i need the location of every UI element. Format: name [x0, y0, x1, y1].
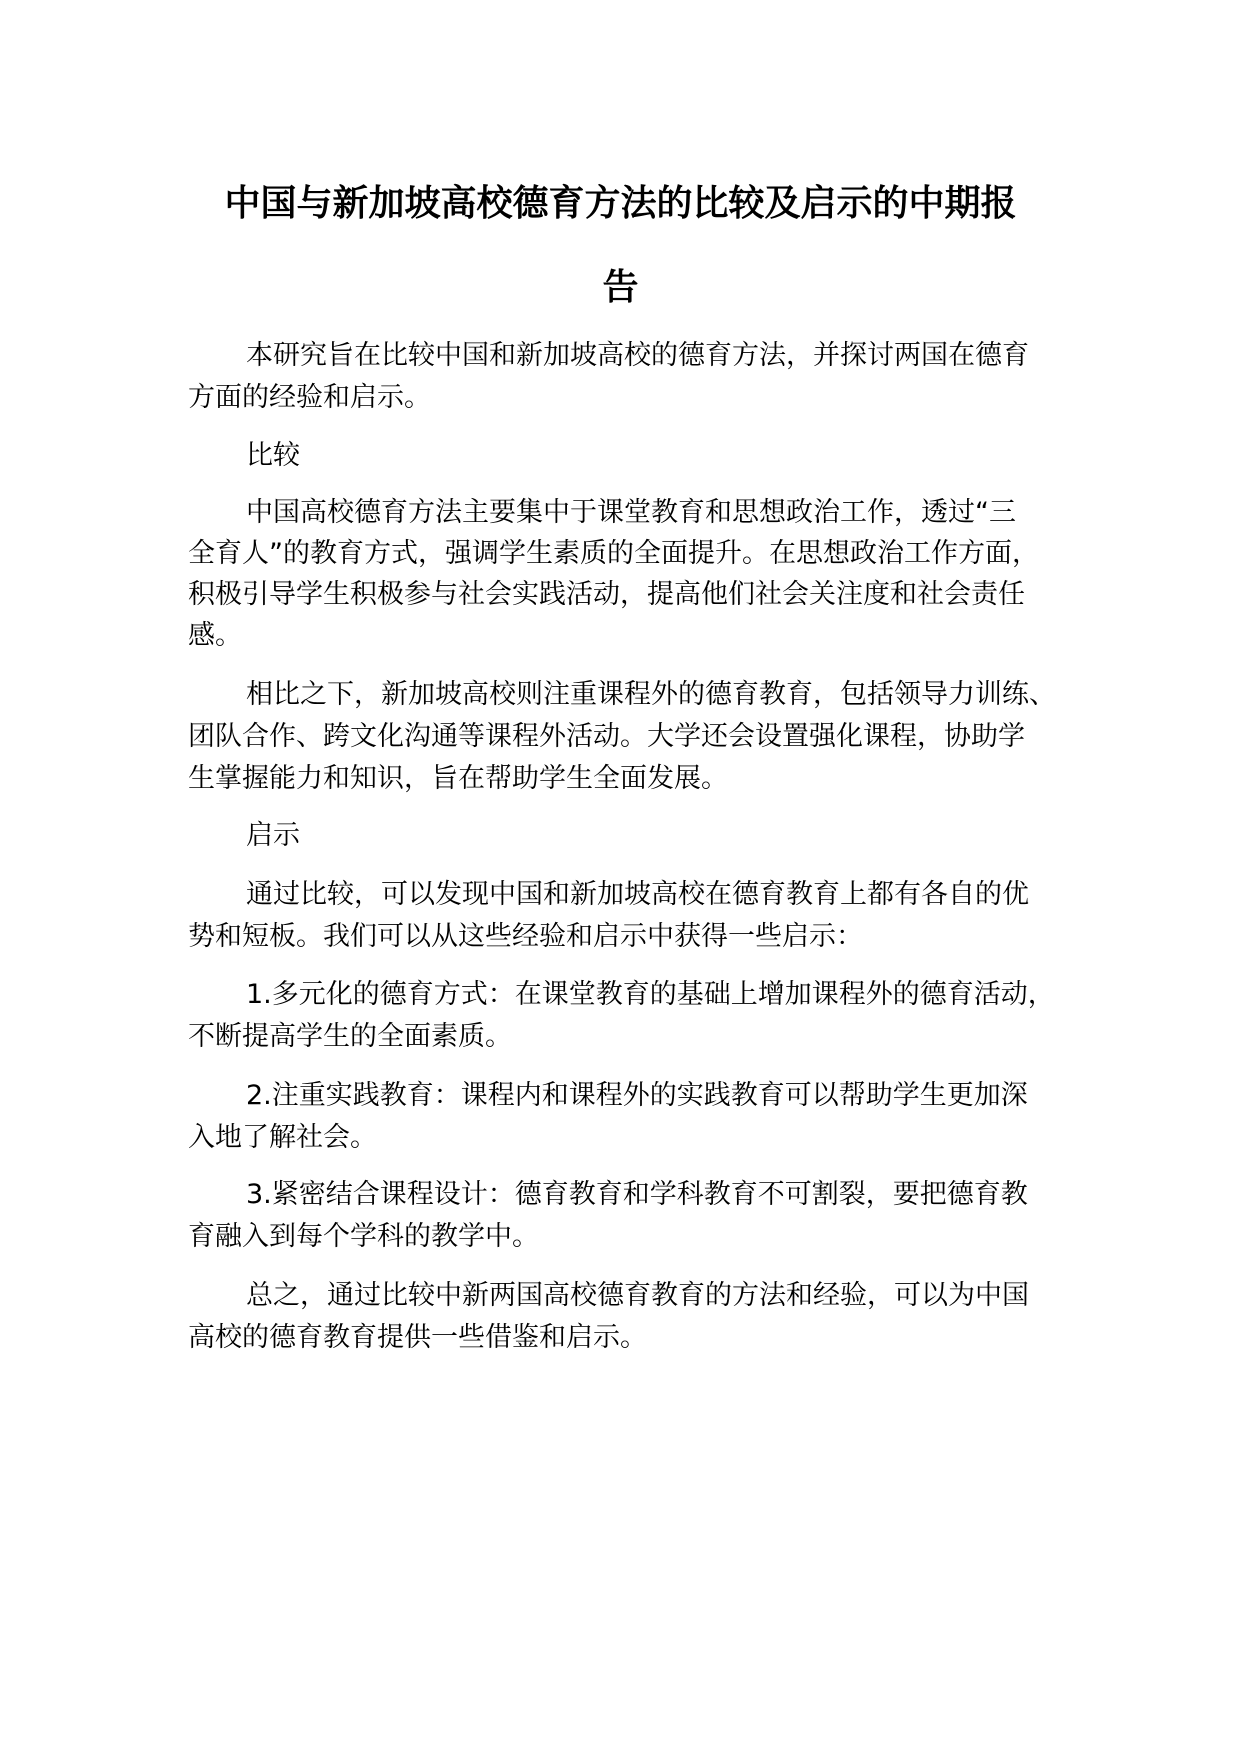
paragraph-line: 积极引导学生积极参与社会实践活动，提高他们社会关注度和社会责任 — [188, 579, 1025, 610]
paragraph-line: 高校的德育教育提供一些借鉴和启示。 — [188, 1322, 647, 1353]
heading-line: 启示 — [246, 820, 300, 851]
paragraph-line: 1.多元化的德育方式：在课堂教育的基础上增加课程外的德育活动， — [246, 979, 1055, 1010]
paragraph-line: 方面的经验和启示。 — [188, 382, 431, 413]
paragraph-line: 感。 — [188, 620, 242, 651]
paragraph-line: 入地了解社会。 — [188, 1122, 377, 1153]
document-title-line-1: 中国与新加坡高校德育方法的比较及启示的中期报 — [224, 183, 1017, 224]
paragraph-line: 不断提高学生的全面素质。 — [188, 1021, 512, 1052]
paragraph-line: 全育人”的教育方式，强调学生素质的全面提升。在思想政治工作方面， — [188, 538, 1039, 569]
paragraph-line: 势和短板。我们可以从这些经验和启示中获得一些启示： — [188, 921, 863, 952]
paragraph-line: 团队合作、跨文化沟通等课程外活动。大学还会设置强化课程，协助学 — [188, 721, 1025, 752]
paragraph-line: 2.注重实践教育：课程内和课程外的实践教育可以帮助学生更加深 — [246, 1080, 1028, 1111]
paragraph-line: 3.紧密结合课程设计：德育教育和学科教育不可割裂，要把德育教 — [246, 1179, 1028, 1210]
paragraph-line: 通过比较，可以发现中国和新加坡高校在德育教育上都有各自的优 — [246, 879, 1029, 910]
document-title-line-2: 告 — [602, 267, 639, 308]
paragraph-line: 本研究旨在比较中国和新加坡高校的德育方法，并探讨两国在德育 — [246, 340, 1029, 371]
heading-line: 比较 — [246, 440, 300, 471]
paragraph-line: 总之，通过比较中新两国高校德育教育的方法和经验，可以为中国 — [246, 1280, 1029, 1311]
paragraph-line: 生掌握能力和知识，旨在帮助学生全面发展。 — [188, 763, 728, 794]
paragraph-line: 相比之下，新加坡高校则注重课程外的德育教育，包括领导力训练、 — [246, 679, 1056, 710]
paragraph-line: 育融入到每个学科的教学中。 — [188, 1221, 539, 1252]
paragraph-line: 中国高校德育方法主要集中于课堂教育和思想政治工作，透过“三 — [246, 497, 1016, 528]
